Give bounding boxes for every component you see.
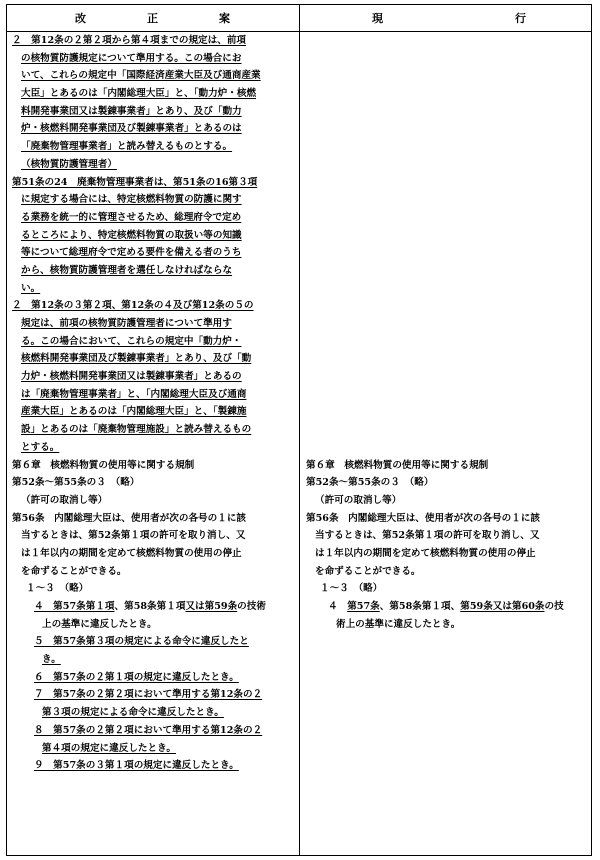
revised-text-line: 第４項の規定に違反したとき。 (42, 742, 176, 754)
comparison-table (6, 4, 592, 856)
revised-text-line: 規定は、前項の核物質防護管理者について準用す (21, 318, 232, 329)
revised-text-line: 「廃棄物管理事業者」と読み替えるものとする。 (21, 141, 233, 153)
current-text-line: 第56条 内閣総理大臣は、使用者が次の各号の１に該 (306, 512, 541, 524)
revised-text-line: 核燃料開発事業団及び製錬事業者」とあり、及び「動 (21, 353, 252, 365)
revised-text-line: 大臣」とあるのは「内閣総理大臣」と、「動力炉・核燃 (21, 88, 257, 100)
revised-text-line: の核物質防護規定について準用する。この場合にお (21, 52, 242, 64)
current-text-line: 第52条～第55条の３ （略） (306, 477, 434, 489)
revised-text-line: 第３項の規定による命令に違反したとき。 (42, 707, 224, 719)
blank-line (306, 421, 588, 439)
blank-line (306, 67, 588, 85)
current-text-line: は１年以内の期間を定めて核燃料物質の使用の停止 (315, 547, 536, 559)
blank-line (306, 174, 588, 192)
header-left-char-1: 改 (75, 12, 86, 25)
header-right-char-2: 行 (515, 12, 526, 25)
blank-line (306, 297, 588, 315)
revised-text-line: ２ 第12条の２第２項から第４項までの規定は、前項 (12, 35, 247, 46)
blank-line (306, 280, 588, 298)
revised-text-line: る業務を統一的に管理させるため、総理府令で定め (21, 211, 242, 223)
column-divider (299, 5, 300, 855)
header-left-char-3: 案 (219, 12, 230, 25)
revised-text-line: ６ 第57条の２第１項の規定に違反したとき。 (34, 671, 239, 683)
revised-text-line: 等について総理府令で定める要件を備える者のうち (21, 247, 242, 259)
revised-text-line: 当するときは、第52条第１項の許可を取り消し、又 (21, 530, 246, 542)
revised-text-line: き。 (42, 654, 61, 666)
revised-text-line: いて、これらの規定中「国際経済産業大臣及び通商産業 (21, 70, 261, 82)
revised-text-line: るところにより、特定核燃料物質の取扱い等の知識 (21, 229, 242, 241)
blank-line (306, 368, 588, 386)
revised-text-line: 第６章 核燃料物質の使用等に関する規制 (12, 459, 195, 471)
current-text-line: 当するときは、第52条第１項の許可を取り消し、又 (315, 530, 540, 542)
blank-line (306, 333, 588, 351)
current-text-line: １～３ （略） (320, 583, 383, 595)
revised-text-line: １～３ （略） (26, 583, 89, 595)
blank-line (306, 191, 588, 209)
blank-line (306, 315, 588, 333)
revised-text-line: 料開発事業団又は製錬事業者」とあり、及び「動力 (21, 105, 242, 117)
revised-text-line: に規定する場合には、特定核燃料物質の防護に関す (21, 194, 242, 206)
revised-text-line: 上の基準に違反したとき。 (42, 618, 157, 630)
revised-text-line: 第52条～第55条の３ （略） (12, 477, 140, 489)
revised-text-line: ７ 第57条の２第２項において準用する第12条の２ (34, 689, 263, 701)
revised-text-line: を命ずることができる。 (21, 565, 127, 577)
header-right-char-1: 現 (372, 12, 383, 25)
blank-line (306, 244, 588, 262)
blank-line (306, 439, 588, 457)
revised-text-line: 設」とあるのは「廃棄物管理施設」と読み替えるもの (21, 424, 252, 436)
revised-text-line: 第51条の24 廃棄物管理事業者は、第51条の16第３項 (12, 176, 258, 188)
revised-text-line: から、核物質防護管理者を選任しなければならな (21, 264, 233, 276)
blank-line (306, 32, 588, 50)
blank-line (306, 120, 588, 138)
blank-line (306, 50, 588, 68)
revised-text-line: （許可の取消し等） (21, 494, 108, 506)
revised-column (12, 32, 296, 775)
current-text-line: （許可の取消し等） (315, 494, 402, 506)
blank-line (306, 85, 588, 103)
revised-text-line: ９ 第57条の３第１項の規定に違反したとき。 (34, 760, 239, 772)
revised-text-line: は「廃棄物管理事業者」と、「内閣総理大臣及び通商 (21, 388, 247, 400)
current-column (306, 32, 588, 633)
revised-text-line: 炉・核燃料開発事業団及び製錬事業者」とあるのは (21, 123, 242, 135)
header-left-char-2: 正 (147, 12, 158, 25)
current-text-line: 術上の基準に違反したとき。 (336, 618, 461, 630)
revised-text-line: 産業大臣」とあるのは「内閣総理大臣」と、「製錬施 (21, 406, 247, 418)
blank-line (306, 138, 588, 156)
revised-text-line: （核物質防護管理者） (21, 158, 117, 170)
blank-line (306, 262, 588, 280)
revised-text-line: る。この場合において、これらの規定中「動力炉・ (21, 335, 242, 347)
revised-text-line: 第56条 内閣総理大臣は、使用者が次の各号の１に該 (12, 512, 247, 524)
revised-text-line: ５ 第57条第３項の規定による命令に違反したと (34, 636, 249, 648)
blank-line (306, 156, 588, 174)
revised-text-line: い。 (21, 282, 41, 294)
blank-line (306, 209, 588, 227)
revised-text-line: 力炉・核燃料開発事業団又は製錬事業者」とあるの (21, 371, 242, 383)
blank-line (306, 350, 588, 368)
blank-line (306, 103, 588, 121)
revised-text-line: ４ 第57条第１項、第58条第１項又は第59条の技術 (34, 601, 266, 612)
blank-line (306, 386, 588, 404)
revised-text-line: ２ 第12条の３第２項、第12条の４及び第12条の５の (12, 300, 254, 312)
current-text-line: 第６章 核燃料物質の使用等に関する規制 (306, 459, 489, 471)
revised-text-line: は１年以内の期間を定めて核燃料物質の使用の停止 (21, 547, 242, 559)
current-text-line: を命ずることができる。 (315, 565, 421, 577)
revised-text-line: ８ 第57条の２第２項において準用する第12条の２ (34, 724, 263, 736)
revised-text-line: とする。 (21, 441, 60, 453)
blank-line (306, 403, 588, 421)
blank-line (306, 227, 588, 245)
current-text-line: ４ 第57条、第58条第１項、第59条又は第60条の技 (328, 601, 564, 612)
